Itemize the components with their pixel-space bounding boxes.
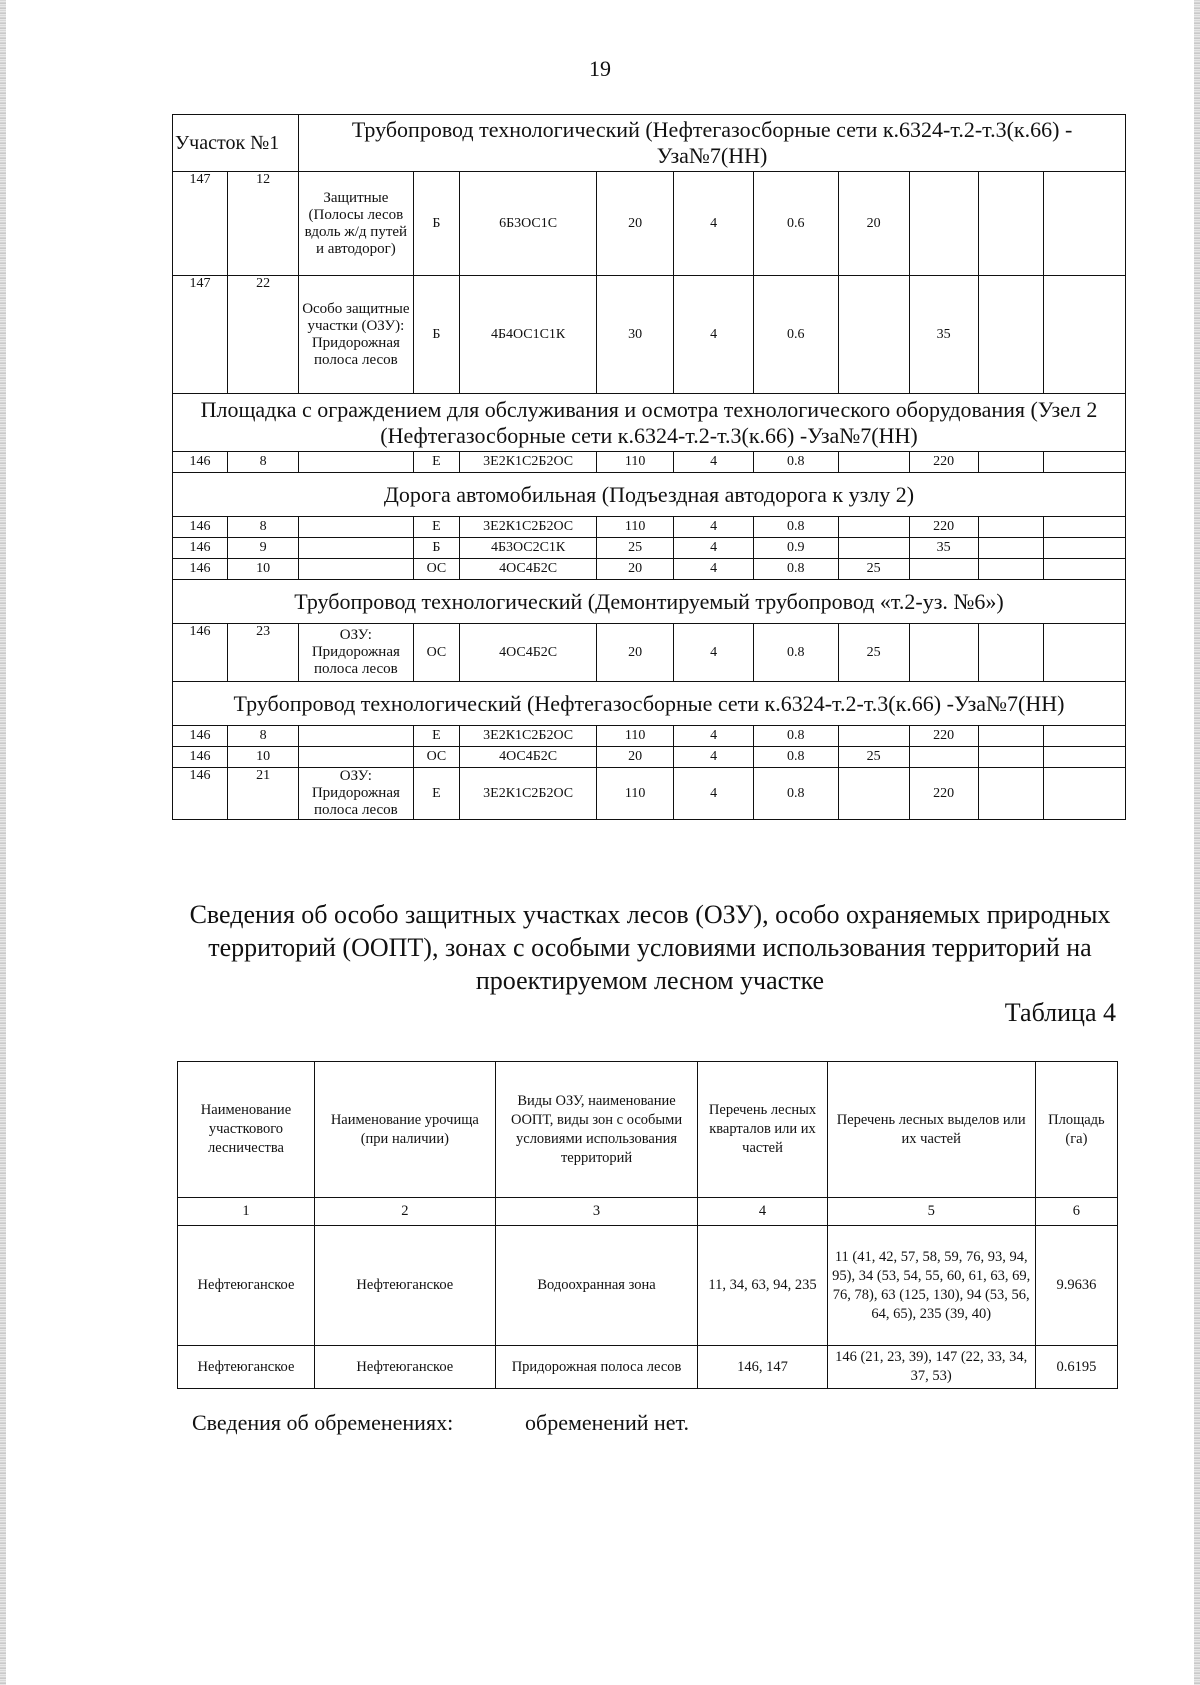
section-title: Трубопровод технологический (Нефтегазосборные сети к.6324-т.2-т.3(к.66) -Узa№7(НН) (173, 682, 1126, 726)
table-cell: Нефтеюганское (178, 1226, 315, 1346)
ozu-table (177, 1061, 1118, 1389)
table-cell: 25 (838, 624, 909, 682)
table-cell: 9 (228, 538, 299, 559)
table-cell: 3Е2К1С2Б2ОС (460, 452, 597, 473)
table-cell (1044, 747, 1126, 768)
table-cell: 10 (228, 747, 299, 768)
table-cell (1044, 726, 1126, 747)
table-cell: 20 (838, 172, 909, 276)
plot-title: Трубопровод технологический (Нефтегазосборные сети к.6324-т.2-т.3(к.66) - Узa№7(НН) (299, 115, 1126, 172)
table-cell (1044, 768, 1126, 820)
section-title-row (173, 580, 1126, 624)
table-cell: 146 (173, 452, 228, 473)
table-cell: 23 (228, 624, 299, 682)
table-cell: 25 (838, 747, 909, 768)
table-cell: Б (413, 276, 460, 394)
table-cell: Е (413, 726, 460, 747)
table-cell: Б (413, 538, 460, 559)
table-row (173, 276, 1126, 394)
table-cell: 4ОС4Б2С (460, 624, 597, 682)
table-cell (978, 768, 1044, 820)
table-cell: 0.8 (753, 452, 838, 473)
table-cell (1044, 517, 1126, 538)
table-cell: 4ОС4Б2С (460, 559, 597, 580)
table-cell: 146 (173, 538, 228, 559)
table-cell: 25 (596, 538, 673, 559)
section-title-row (173, 682, 1126, 726)
table-cell: 220 (909, 768, 978, 820)
section-title-row (173, 473, 1126, 517)
table-cell (978, 276, 1044, 394)
table-cell: 8 (228, 452, 299, 473)
table-cell: 4 (674, 768, 754, 820)
table-cell: 20 (596, 624, 673, 682)
table-cell: 0.8 (753, 517, 838, 538)
table-row (173, 172, 1126, 276)
table-cell (838, 768, 909, 820)
table-cell: 146 (173, 726, 228, 747)
table-row (173, 747, 1126, 768)
table-cell (978, 559, 1044, 580)
table-cell: 4 (674, 538, 754, 559)
table-cell (978, 726, 1044, 747)
table-cell: Придорожная полоса лесов (495, 1346, 698, 1389)
table-cell (838, 452, 909, 473)
table-cell (1044, 538, 1126, 559)
table-cell: 0.8 (753, 747, 838, 768)
table-cell: 20 (596, 172, 673, 276)
table-cell (978, 517, 1044, 538)
table-cell (299, 517, 413, 538)
table-cell: 4 (674, 276, 754, 394)
table-cell: Защитные (Полосы лесов вдоль ж/д путей и автодорог) (299, 172, 413, 276)
section-title: Площадка с ограждением для обслуживания и осмотра технологического оборудования (Узел 2 (Нефтегазосборные сети к.6324-т.2-т.3(к.66) -Узa№7(НН) (173, 394, 1126, 452)
table-cell: 4 (674, 747, 754, 768)
table-cell: ОС (413, 559, 460, 580)
table-cell: 0.8 (753, 624, 838, 682)
stand-table (172, 114, 1126, 820)
table-cell (838, 538, 909, 559)
table-cell: 35 (909, 538, 978, 559)
table-cell: 0.6 (753, 276, 838, 394)
table-cell: 8 (228, 726, 299, 747)
table-cell: 110 (596, 768, 673, 820)
table-cell (1044, 172, 1126, 276)
table-cell: 4ОС4Б2С (460, 747, 597, 768)
table-cell: 146 (21, 23, 39), 147 (22, 33, 34, 37, 53) (827, 1346, 1035, 1389)
table-row (173, 624, 1126, 682)
table-cell: 4 (674, 452, 754, 473)
table-cell: 0.6 (753, 172, 838, 276)
table-cell: 4 (674, 517, 754, 538)
table-cell: 9.9636 (1035, 1226, 1117, 1346)
table-cell (838, 726, 909, 747)
header-row (178, 1062, 1118, 1198)
scan-edge-left (0, 0, 6, 1685)
column-number: 4 (698, 1198, 827, 1226)
table-cell: 20 (596, 559, 673, 580)
table-cell: 11, 34, 63, 94, 235 (698, 1226, 827, 1346)
table-cell: 146, 147 (698, 1346, 827, 1389)
table-cell: Нефтеюганское (314, 1346, 495, 1389)
table-row (173, 538, 1126, 559)
table-cell: 6Б3ОС1С (460, 172, 597, 276)
table-cell: 0.8 (753, 726, 838, 747)
table-cell: 110 (596, 452, 673, 473)
table-cell: Нефтеюганское (178, 1346, 315, 1389)
table-cell (978, 452, 1044, 473)
plot-header-row (173, 115, 1126, 172)
column-number: 1 (178, 1198, 315, 1226)
table-cell: 3Е2К1С2Б2ОС (460, 726, 597, 747)
column-number: 5 (827, 1198, 1035, 1226)
table-cell (978, 624, 1044, 682)
table-row (173, 517, 1126, 538)
table-cell (978, 172, 1044, 276)
column-header: Перечень лесных кварталов или их частей (698, 1062, 827, 1198)
column-header: Наименование участкового лесничества (178, 1062, 315, 1198)
table-cell: Е (413, 517, 460, 538)
table-cell (838, 517, 909, 538)
scan-edge-right (1194, 0, 1200, 1685)
table-cell (299, 538, 413, 559)
table-cell: 146 (173, 747, 228, 768)
table-cell: 22 (228, 276, 299, 394)
table-cell: 147 (173, 276, 228, 394)
encumbrance-label: Сведения об обременениях: (192, 1410, 454, 1435)
column-number-row (178, 1198, 1118, 1226)
table-cell: 30 (596, 276, 673, 394)
table-cell (978, 538, 1044, 559)
table-cell (838, 276, 909, 394)
table-cell (1044, 624, 1126, 682)
table-cell (978, 747, 1044, 768)
table-cell (299, 559, 413, 580)
table-cell: Особо защитные участки (ОЗУ): Придорожная полоса лесов (299, 276, 413, 394)
table-cell (299, 452, 413, 473)
column-number: 6 (1035, 1198, 1117, 1226)
table-cell: 4 (674, 726, 754, 747)
table-cell: 0.8 (753, 768, 838, 820)
table-cell (909, 559, 978, 580)
table-cell: 0.9 (753, 538, 838, 559)
table-cell (909, 172, 978, 276)
table-cell: 20 (596, 747, 673, 768)
column-number: 2 (314, 1198, 495, 1226)
table-cell: 146 (173, 517, 228, 538)
document-title: Сведения об особо защитных участках лесов (ОЗУ), особо охраняемых природных территорий (ООПТ), зонах с особыми условиями использования территорий на проектируемом лесном участке (189, 900, 1111, 995)
column-header: Площадь (га) (1035, 1062, 1117, 1198)
table-cell: 25 (838, 559, 909, 580)
table-cell: 4Б3ОС2С1К (460, 538, 597, 559)
table-cell: 220 (909, 517, 978, 538)
table-cell: 4Б4ОС1С1К (460, 276, 597, 394)
plot-label: Участок №1 (173, 115, 299, 172)
page-number: 19 (589, 56, 611, 81)
table-cell: 3Е2К1С2Б2ОС (460, 517, 597, 538)
table-cell: 21 (228, 768, 299, 820)
table-cell (909, 624, 978, 682)
section-title: Трубопровод технологический (Демонтируемый трубопровод «т.2-уз. №6») (173, 580, 1126, 624)
table-cell: 110 (596, 517, 673, 538)
table-row (173, 559, 1126, 580)
table-cell: 35 (909, 276, 978, 394)
table-row (173, 452, 1126, 473)
table-cell (299, 747, 413, 768)
table-cell: ОС (413, 624, 460, 682)
table-row (178, 1346, 1118, 1389)
encumbrance-value: обременений нет. (525, 1410, 690, 1435)
table-cell (1044, 276, 1126, 394)
table-cell: ОС (413, 747, 460, 768)
table-cell: 8 (228, 517, 299, 538)
table-cell: 12 (228, 172, 299, 276)
table-cell: 110 (596, 726, 673, 747)
table-cell: ОЗУ: Придорожная полоса лесов (299, 768, 413, 820)
table-cell: 220 (909, 452, 978, 473)
table-cell: 146 (173, 624, 228, 682)
table-cell: 220 (909, 726, 978, 747)
column-header: Наименование урочища (при наличии) (314, 1062, 495, 1198)
table-cell: Е (413, 452, 460, 473)
table-row (178, 1226, 1118, 1346)
table-cell: 4 (674, 559, 754, 580)
table-cell: 4 (674, 172, 754, 276)
table-row (173, 768, 1126, 820)
table-cell: 146 (173, 768, 228, 820)
section-title: Дорога автомобильная (Подъездная автодорога к узлу 2) (173, 473, 1126, 517)
table-cell: 146 (173, 559, 228, 580)
table-cell: 0.6195 (1035, 1346, 1117, 1389)
table-cell: Б (413, 172, 460, 276)
encumbrance-line (192, 1410, 690, 1436)
table-cell (909, 747, 978, 768)
table-cell (1044, 452, 1126, 473)
table-cell: 11 (41, 42, 57, 58, 59, 76, 93, 94, 95), 34 (53, 54, 55, 60, 61, 63, 69, 76, 78), 63 (125, 130), 94 (53, 56, 64, 65), 235 (39, 40) (827, 1226, 1035, 1346)
table-cell: 0.8 (753, 559, 838, 580)
section-title-row (173, 394, 1126, 452)
table-cell (1044, 559, 1126, 580)
table-cell: Нефтеюганское (314, 1226, 495, 1346)
column-header: Виды ОЗУ, наименование ООПТ, виды зон с особыми условиями использования территорий (495, 1062, 698, 1198)
table-label: Таблица 4 (1004, 998, 1116, 1027)
table-cell: Водоохранная зона (495, 1226, 698, 1346)
table-cell: 3Е2К1С2Б2ОС (460, 768, 597, 820)
table-cell: Е (413, 768, 460, 820)
table-cell: 10 (228, 559, 299, 580)
table-cell: 147 (173, 172, 228, 276)
column-header: Перечень лесных выделов или их частей (827, 1062, 1035, 1198)
table-row (173, 726, 1126, 747)
table-cell: ОЗУ: Придорожная полоса лесов (299, 624, 413, 682)
table-cell (299, 726, 413, 747)
column-number: 3 (495, 1198, 698, 1226)
table-cell: 4 (674, 624, 754, 682)
